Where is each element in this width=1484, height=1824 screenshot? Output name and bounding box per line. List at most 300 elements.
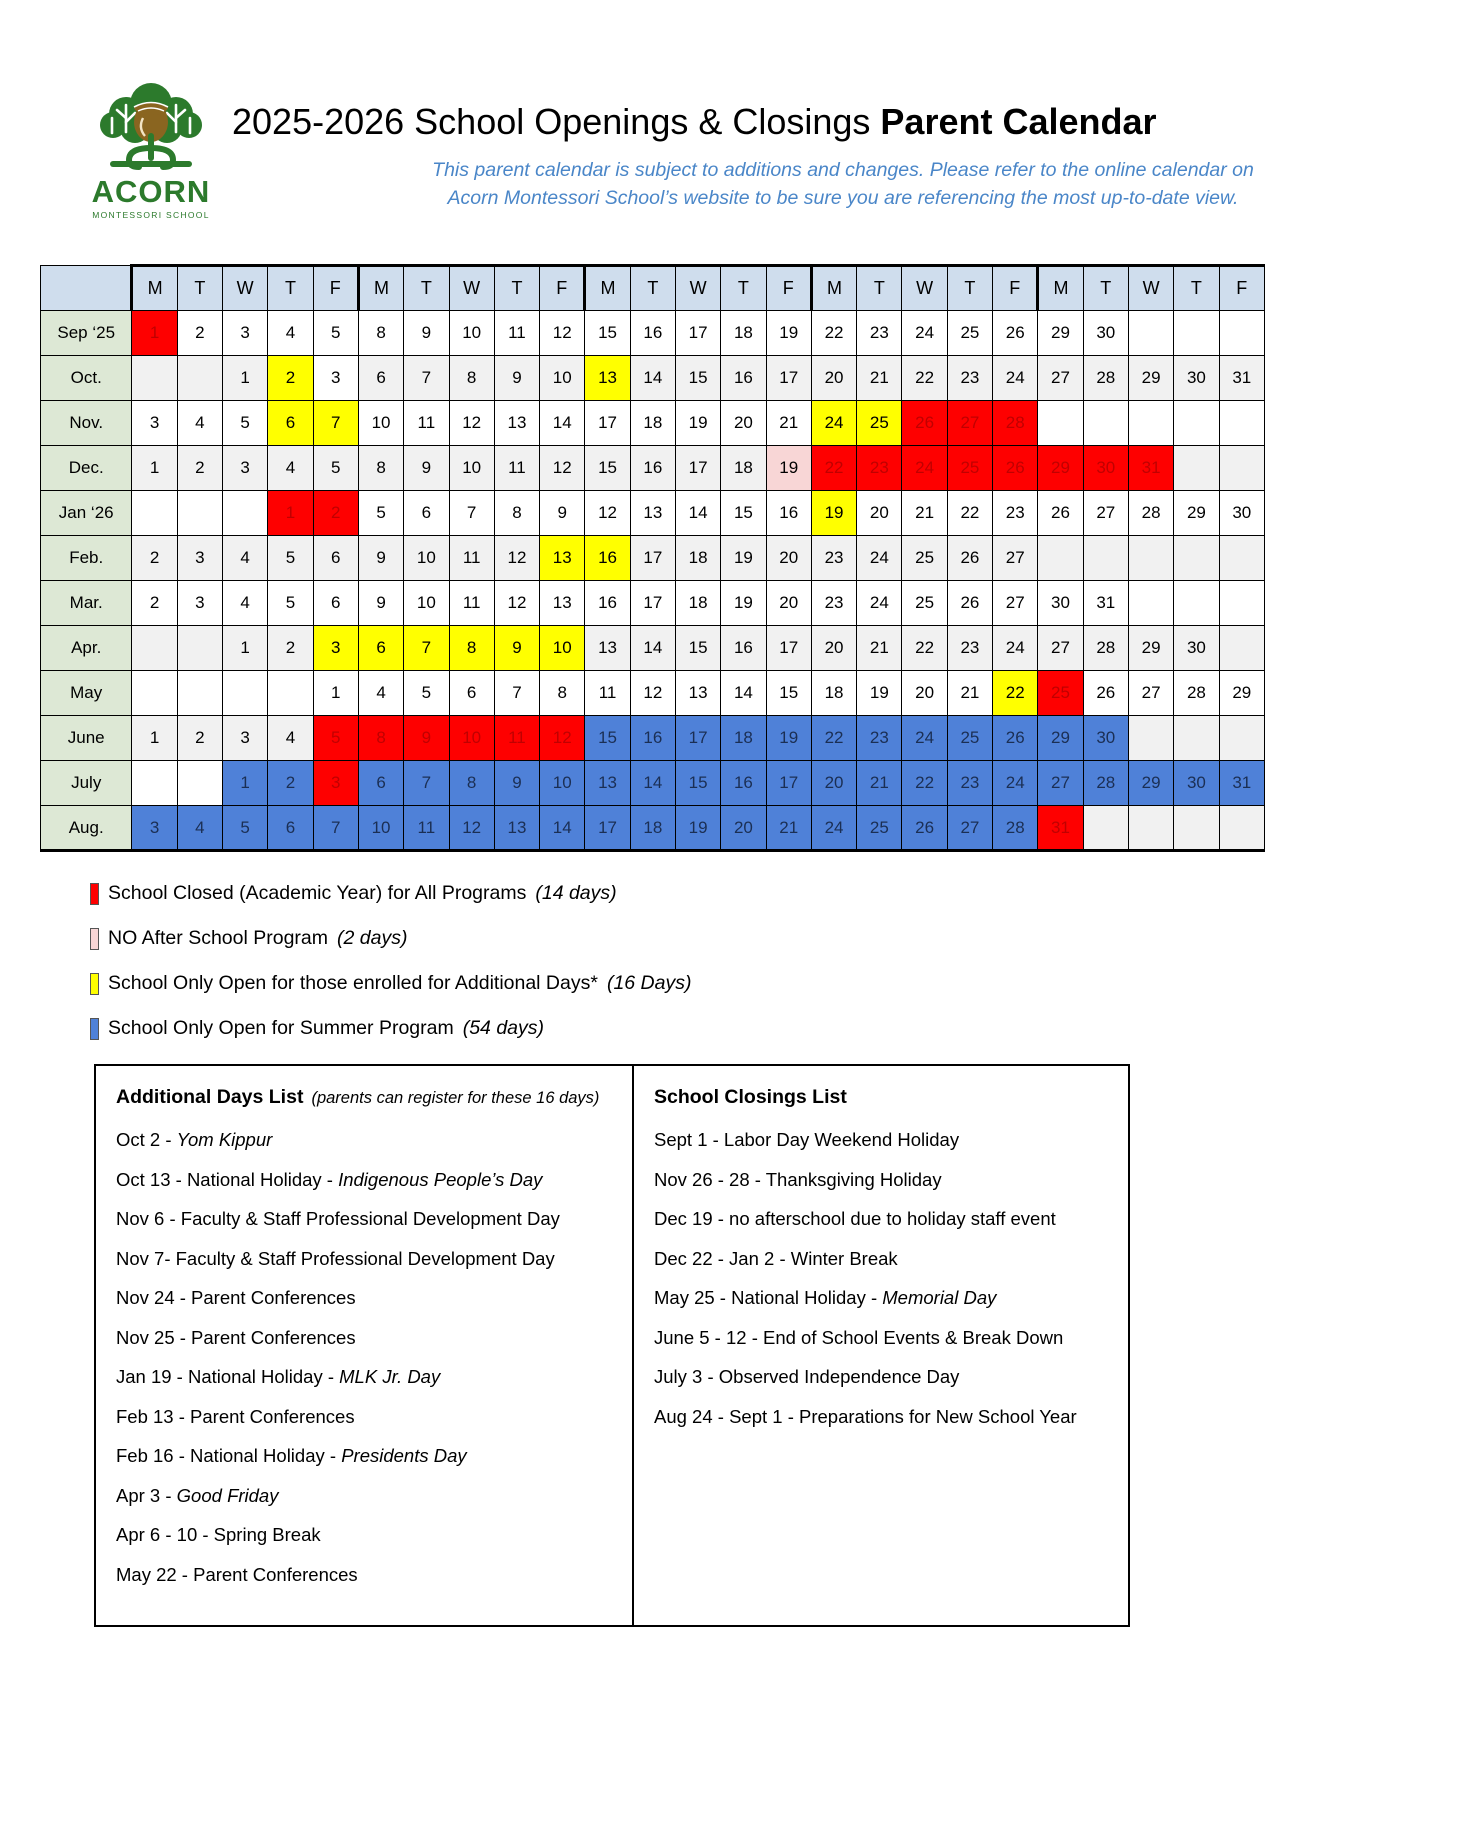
calendar-day-cell: 10 — [449, 716, 494, 761]
calendar-day-cell: 7 — [404, 761, 449, 806]
calendar-day-cell: 23 — [947, 356, 992, 401]
calendar-day-cell: 11 — [449, 581, 494, 626]
calendar-month-row — [41, 491, 1265, 536]
calendar-day-header-13: T — [721, 266, 766, 311]
calendar-month-row — [41, 716, 1265, 761]
calendar-day-cell: 20 — [857, 491, 902, 536]
calendar-day-cell — [268, 671, 313, 716]
calendar-day-cell: 21 — [947, 671, 992, 716]
calendar-day-cell: 24 — [857, 536, 902, 581]
calendar-day-cell: 21 — [857, 761, 902, 806]
calendar-day-cell: 15 — [585, 446, 630, 491]
calendar-day-cell: 8 — [358, 311, 403, 356]
calendar-day-cell: 22 — [811, 716, 856, 761]
calendar-day-header-10: M — [585, 266, 630, 311]
calendar-day-cell: 30 — [1174, 626, 1219, 671]
calendar-day-cell — [1174, 311, 1219, 356]
calendar-day-cell: 24 — [993, 356, 1038, 401]
calendar-day-cell: 27 — [993, 581, 1038, 626]
logo-tagline: MONTESSORI SCHOOL — [92, 210, 210, 220]
list-item-text: Apr 3 - — [116, 1484, 177, 1506]
list-item-text: Nov 7- Faculty & Staff Professional Development Day — [116, 1247, 555, 1269]
calendar-day-cell: 18 — [721, 311, 766, 356]
header-text-block — [216, 78, 1484, 212]
calendar-day-header-19: F — [993, 266, 1038, 311]
calendar-day-header-4: F — [313, 266, 358, 311]
bottom-lists-panel — [94, 1064, 1130, 1627]
calendar-day-cell — [1083, 401, 1128, 446]
calendar-day-cell — [1174, 581, 1219, 626]
calendar-day-header-18: T — [947, 266, 992, 311]
calendar-day-cell: 18 — [630, 806, 675, 851]
calendar-month-label: Sep ‘25 — [41, 311, 132, 356]
legend-row — [90, 972, 1484, 995]
calendar-day-cell: 1 — [223, 356, 268, 401]
calendar-day-cell: 27 — [1038, 761, 1083, 806]
school-closings-list-item — [654, 1247, 1110, 1269]
calendar-day-header-1: T — [177, 266, 222, 311]
calendar-day-cell: 9 — [404, 311, 449, 356]
calendar-day-cell: 24 — [902, 446, 947, 491]
school-closings-list-item — [654, 1326, 1110, 1348]
calendar-day-cell: 10 — [404, 536, 449, 581]
calendar-day-cell: 6 — [268, 806, 313, 851]
calendar-day-cell: 15 — [675, 356, 720, 401]
list-item-text: Oct 2 - — [116, 1129, 177, 1150]
calendar-day-cell — [1219, 401, 1264, 446]
calendar-day-cell: 22 — [902, 356, 947, 401]
calendar-day-cell: 24 — [811, 401, 856, 446]
legend-swatch-blue-icon — [90, 1018, 99, 1040]
calendar-day-cell: 17 — [585, 806, 630, 851]
calendar-day-cell: 8 — [494, 491, 539, 536]
additional-days-list-item — [116, 1405, 614, 1427]
calendar-day-header-0: M — [132, 266, 177, 311]
calendar-day-cell: 15 — [721, 491, 766, 536]
calendar-day-cell: 26 — [902, 401, 947, 446]
page-header — [0, 0, 1484, 220]
calendar-day-header-21: T — [1083, 266, 1128, 311]
calendar-day-cell: 21 — [857, 626, 902, 671]
calendar-day-cell: 3 — [223, 446, 268, 491]
school-closings-list-item — [654, 1368, 1110, 1387]
calendar-day-cell: 13 — [494, 401, 539, 446]
calendar-day-cell: 8 — [449, 761, 494, 806]
calendar-day-cell: 25 — [857, 806, 902, 851]
calendar-day-cell — [132, 671, 177, 716]
calendar-day-cell: 24 — [902, 311, 947, 356]
additional-days-list-heading — [116, 1086, 614, 1109]
calendar-day-cell: 27 — [1038, 626, 1083, 671]
calendar-day-cell: 4 — [358, 671, 403, 716]
calendar-day-cell: 29 — [1174, 491, 1219, 536]
calendar-day-cell: 7 — [313, 401, 358, 446]
calendar-day-cell: 3 — [132, 806, 177, 851]
calendar-day-cell: 27 — [1083, 491, 1128, 536]
calendar-day-header-17: W — [902, 266, 947, 311]
calendar-day-cell: 6 — [404, 491, 449, 536]
legend-swatch-red-icon — [90, 883, 99, 905]
calendar-month-label: Dec. — [41, 446, 132, 491]
calendar-day-cell — [1174, 806, 1219, 851]
calendar-day-cell: 25 — [947, 716, 992, 761]
calendar-day-cell: 10 — [358, 806, 403, 851]
additional-days-list-item — [116, 1563, 614, 1585]
calendar-day-cell: 30 — [1219, 491, 1264, 536]
calendar-month-label: Aug. — [41, 806, 132, 851]
calendar-day-cell: 27 — [947, 401, 992, 446]
calendar-day-cell: 17 — [675, 446, 720, 491]
calendar-day-cell: 12 — [630, 671, 675, 716]
calendar-day-header-15: M — [811, 266, 856, 311]
calendar-day-cell: 20 — [902, 671, 947, 716]
school-closings-list-column — [634, 1066, 1128, 1625]
list-item-text: May 22 - Parent Conferences — [116, 1563, 358, 1585]
calendar-day-header-8: T — [494, 266, 539, 311]
calendar-day-cell: 3 — [313, 626, 358, 671]
calendar-month-row — [41, 671, 1265, 716]
calendar-day-cell: 5 — [268, 581, 313, 626]
school-closings-heading-text: School Closings List — [654, 1086, 847, 1108]
calendar-month-row — [41, 446, 1265, 491]
calendar-day-cell: 17 — [766, 761, 811, 806]
calendar-day-cell: 9 — [494, 356, 539, 401]
calendar-day-cell: 5 — [313, 716, 358, 761]
calendar-day-cell: 29 — [1128, 356, 1173, 401]
calendar-day-cell: 11 — [404, 806, 449, 851]
calendar-day-cell: 22 — [902, 761, 947, 806]
page-subtitle — [232, 156, 1484, 213]
legend-count: (2 days) — [337, 927, 408, 949]
calendar-month-label: Jan ‘26 — [41, 491, 132, 536]
calendar-day-cell: 22 — [902, 626, 947, 671]
calendar-day-cell: 28 — [1174, 671, 1219, 716]
legend-label: School Only Open for those enrolled for Additional Days* — [108, 972, 598, 994]
calendar-day-cell: 6 — [313, 581, 358, 626]
legend-swatch-yellow-icon — [90, 973, 99, 995]
calendar-day-cell: 8 — [449, 626, 494, 671]
calendar-day-cell: 15 — [766, 671, 811, 716]
calendar-day-cell: 27 — [1128, 671, 1173, 716]
list-item-text: Feb 13 - Parent Conferences — [116, 1405, 355, 1427]
calendar-day-cell: 16 — [766, 491, 811, 536]
calendar-day-cell — [1219, 716, 1264, 761]
calendar-day-cell: 14 — [540, 806, 585, 851]
calendar-day-cell — [1219, 536, 1264, 581]
calendar-day-cell — [177, 761, 222, 806]
school-closings-list-item — [654, 1289, 1110, 1308]
calendar-day-cell: 14 — [721, 671, 766, 716]
calendar-day-header-6: T — [404, 266, 449, 311]
calendar-day-cell: 12 — [585, 491, 630, 536]
calendar-day-cell: 22 — [993, 671, 1038, 716]
calendar-day-cell: 28 — [1128, 491, 1173, 536]
calendar-day-cell: 16 — [721, 356, 766, 401]
calendar-day-cell: 25 — [857, 401, 902, 446]
calendar-day-cell — [1128, 536, 1173, 581]
calendar-day-cell — [1219, 806, 1264, 851]
calendar-month-row — [41, 356, 1265, 401]
calendar-corner-cell — [41, 266, 132, 311]
calendar-day-cell: 2 — [177, 311, 222, 356]
calendar-day-cell: 19 — [766, 446, 811, 491]
list-item-emphasis: Presidents Day — [341, 1445, 467, 1466]
legend-swatch-pink-icon — [90, 928, 99, 950]
calendar-day-cell: 4 — [268, 446, 313, 491]
calendar-month-label: Apr. — [41, 626, 132, 671]
calendar-day-cell: 18 — [721, 446, 766, 491]
calendar-day-cell: 8 — [449, 356, 494, 401]
calendar-day-cell: 30 — [1174, 356, 1219, 401]
calendar-day-cell: 18 — [811, 671, 856, 716]
calendar-day-header-24: F — [1219, 266, 1264, 311]
calendar-day-cell: 5 — [313, 311, 358, 356]
calendar-section — [0, 220, 1484, 852]
calendar-day-cell: 14 — [630, 356, 675, 401]
school-closings-list-item — [654, 1405, 1110, 1427]
calendar-day-cell: 23 — [857, 311, 902, 356]
calendar-day-cell: 23 — [857, 446, 902, 491]
additional-days-list-item — [116, 1484, 614, 1506]
legend-label: School Only Open for Summer Program — [108, 1017, 454, 1039]
list-item-text: July 3 - Observed Independence Day — [654, 1366, 960, 1387]
calendar-day-cell: 20 — [721, 806, 766, 851]
list-item-text: Dec 22 - Jan 2 - Winter Break — [654, 1247, 898, 1269]
additional-days-list-item — [116, 1131, 614, 1150]
school-closings-list-item — [654, 1168, 1110, 1190]
calendar-day-cell: 28 — [993, 806, 1038, 851]
calendar-day-cell: 30 — [1083, 446, 1128, 491]
calendar-day-cell: 26 — [947, 536, 992, 581]
calendar-day-header-7: W — [449, 266, 494, 311]
calendar-day-cell: 13 — [630, 491, 675, 536]
calendar-day-cell: 6 — [358, 626, 403, 671]
calendar-day-cell: 24 — [902, 716, 947, 761]
calendar-month-row — [41, 581, 1265, 626]
school-year-calendar-table — [40, 264, 1265, 852]
calendar-day-cell: 3 — [177, 581, 222, 626]
calendar-day-cell: 10 — [358, 401, 403, 446]
calendar-day-cell: 22 — [811, 446, 856, 491]
calendar-day-cell: 7 — [449, 491, 494, 536]
calendar-day-header-3: T — [268, 266, 313, 311]
calendar-day-cell: 24 — [857, 581, 902, 626]
calendar-day-cell: 3 — [223, 716, 268, 761]
calendar-day-cell — [1174, 536, 1219, 581]
calendar-day-cell: 10 — [449, 311, 494, 356]
calendar-day-cell: 8 — [540, 671, 585, 716]
list-item-text: May 25 - National Holiday - — [654, 1287, 883, 1308]
calendar-day-header-11: T — [630, 266, 675, 311]
calendar-day-cell: 20 — [766, 581, 811, 626]
calendar-day-cell: 10 — [540, 626, 585, 671]
calendar-day-cell: 4 — [268, 716, 313, 761]
calendar-day-header-12: W — [675, 266, 720, 311]
calendar-day-cell — [177, 356, 222, 401]
calendar-day-cell: 3 — [313, 356, 358, 401]
calendar-day-cell: 6 — [268, 401, 313, 446]
calendar-day-cell: 14 — [630, 761, 675, 806]
calendar-day-cell: 9 — [404, 446, 449, 491]
calendar-day-cell: 16 — [630, 311, 675, 356]
list-item-text: Dec 19 - no afterschool due to holiday staff event — [654, 1208, 1056, 1229]
calendar-day-cell: 21 — [766, 806, 811, 851]
additional-days-list-item — [116, 1210, 614, 1229]
calendar-month-label: Nov. — [41, 401, 132, 446]
calendar-day-cell: 29 — [1128, 761, 1173, 806]
calendar-day-cell: 6 — [358, 761, 403, 806]
calendar-day-cell: 3 — [132, 401, 177, 446]
calendar-day-cell: 4 — [223, 581, 268, 626]
calendar-day-cell — [1038, 536, 1083, 581]
calendar-day-cell: 6 — [358, 356, 403, 401]
additional-days-list-item — [116, 1447, 614, 1466]
acorn-tree-icon — [95, 78, 207, 178]
list-item-text: Jan 19 - National Holiday - — [116, 1366, 340, 1387]
legend-row — [90, 882, 1484, 905]
calendar-day-cell: 20 — [766, 536, 811, 581]
calendar-day-cell — [1038, 401, 1083, 446]
calendar-day-cell — [1174, 446, 1219, 491]
calendar-day-cell: 16 — [585, 536, 630, 581]
calendar-day-cell: 13 — [494, 806, 539, 851]
calendar-day-cell: 19 — [675, 401, 720, 446]
list-item-text: Nov 26 - 28 - Thanksgiving Holiday — [654, 1168, 942, 1190]
calendar-day-cell: 17 — [675, 716, 720, 761]
calendar-day-cell: 13 — [585, 761, 630, 806]
calendar-day-cell — [1128, 581, 1173, 626]
calendar-day-cell: 28 — [1083, 626, 1128, 671]
calendar-day-cell: 23 — [857, 716, 902, 761]
calendar-day-cell: 21 — [902, 491, 947, 536]
calendar-day-cell: 9 — [358, 536, 403, 581]
calendar-day-cell: 12 — [540, 446, 585, 491]
calendar-day-cell: 13 — [540, 581, 585, 626]
calendar-day-cell: 19 — [857, 671, 902, 716]
calendar-day-header-23: T — [1174, 266, 1219, 311]
additional-days-list-item — [116, 1526, 614, 1545]
list-item-text: Aug 24 - Sept 1 - Preparations for New School Year — [654, 1405, 1077, 1427]
calendar-day-cell — [1219, 446, 1264, 491]
additional-days-list-item — [116, 1168, 614, 1190]
calendar-day-cell: 14 — [675, 491, 720, 536]
school-closings-list-item — [654, 1210, 1110, 1229]
calendar-day-cell: 11 — [494, 311, 539, 356]
calendar-day-cell: 8 — [358, 716, 403, 761]
calendar-day-cell: 8 — [358, 446, 403, 491]
calendar-day-cell — [1128, 806, 1173, 851]
calendar-day-cell: 10 — [540, 356, 585, 401]
calendar-day-cell: 22 — [947, 491, 992, 536]
calendar-day-cell — [1174, 716, 1219, 761]
calendar-day-cell: 19 — [721, 536, 766, 581]
calendar-day-cell: 29 — [1038, 446, 1083, 491]
calendar-day-cell: 16 — [630, 716, 675, 761]
calendar-day-cell: 26 — [993, 311, 1038, 356]
calendar-day-cell: 1 — [132, 311, 177, 356]
calendar-day-cell: 11 — [494, 446, 539, 491]
calendar-day-cell: 23 — [947, 761, 992, 806]
calendar-day-cell: 14 — [540, 401, 585, 446]
additional-days-list-item — [116, 1368, 614, 1387]
calendar-day-cell: 25 — [902, 581, 947, 626]
calendar-day-cell: 25 — [1038, 671, 1083, 716]
calendar-day-cell: 26 — [947, 581, 992, 626]
additional-days-list-item — [116, 1289, 614, 1308]
calendar-day-cell: 18 — [675, 536, 720, 581]
calendar-day-cell: 2 — [268, 626, 313, 671]
calendar-day-cell: 18 — [675, 581, 720, 626]
calendar-day-cell: 19 — [811, 491, 856, 536]
calendar-month-label: Oct. — [41, 356, 132, 401]
list-item-emphasis: Indigenous People’s Day — [338, 1168, 543, 1190]
page-subtitle-line1: This parent calendar is subject to additions and changes. Please refer to the online calendar on — [432, 158, 1254, 181]
calendar-month-row — [41, 761, 1265, 806]
calendar-day-cell: 31 — [1219, 761, 1264, 806]
calendar-day-cell: 30 — [1174, 761, 1219, 806]
calendar-day-cell: 13 — [585, 626, 630, 671]
calendar-day-cell: 15 — [675, 761, 720, 806]
calendar-day-cell — [132, 626, 177, 671]
calendar-day-cell: 5 — [223, 806, 268, 851]
calendar-day-cell: 16 — [630, 446, 675, 491]
calendar-day-cell: 6 — [313, 536, 358, 581]
calendar-day-cell: 15 — [585, 311, 630, 356]
calendar-day-cell: 11 — [494, 716, 539, 761]
calendar-day-cell: 30 — [1083, 311, 1128, 356]
calendar-day-cell: 1 — [313, 671, 358, 716]
calendar-day-cell: 4 — [177, 401, 222, 446]
calendar-day-cell — [1128, 311, 1173, 356]
calendar-day-cell: 17 — [630, 536, 675, 581]
legend-row — [90, 927, 1484, 950]
calendar-day-cell — [177, 626, 222, 671]
calendar-day-cell: 22 — [811, 311, 856, 356]
calendar-day-cell: 26 — [993, 716, 1038, 761]
calendar-day-cell: 27 — [1038, 356, 1083, 401]
school-closings-list-item — [654, 1131, 1110, 1150]
calendar-month-label: June — [41, 716, 132, 761]
calendar-day-cell: 23 — [811, 536, 856, 581]
calendar-day-cell: 19 — [721, 581, 766, 626]
list-item-text: June 5 - 12 - End of School Events & Break Down — [654, 1326, 1064, 1348]
calendar-day-cell: 1 — [223, 761, 268, 806]
calendar-day-cell: 3 — [223, 311, 268, 356]
legend-label: NO After School Program — [108, 927, 329, 949]
calendar-day-cell: 10 — [540, 761, 585, 806]
page-title-regular: 2025-2026 School Openings & Closings — [232, 101, 881, 142]
calendar-day-cell: 7 — [404, 626, 449, 671]
calendar-day-cell — [177, 671, 222, 716]
calendar-day-cell: 9 — [540, 491, 585, 536]
calendar-day-cell: 26 — [1083, 671, 1128, 716]
calendar-day-cell: 19 — [766, 716, 811, 761]
calendar-day-cell: 9 — [494, 761, 539, 806]
calendar-day-cell: 20 — [721, 401, 766, 446]
calendar-day-cell: 28 — [1083, 761, 1128, 806]
list-item-emphasis: Good Friday — [176, 1484, 279, 1506]
calendar-day-cell: 2 — [177, 446, 222, 491]
calendar-day-cell: 12 — [540, 311, 585, 356]
calendar-day-cell: 31 — [1083, 581, 1128, 626]
calendar-day-cell: 21 — [766, 401, 811, 446]
calendar-day-cell: 17 — [766, 626, 811, 671]
calendar-day-cell: 9 — [358, 581, 403, 626]
calendar-day-cell: 16 — [585, 581, 630, 626]
calendar-day-cell: 12 — [494, 536, 539, 581]
calendar-day-cell: 11 — [404, 401, 449, 446]
calendar-day-cell: 17 — [630, 581, 675, 626]
